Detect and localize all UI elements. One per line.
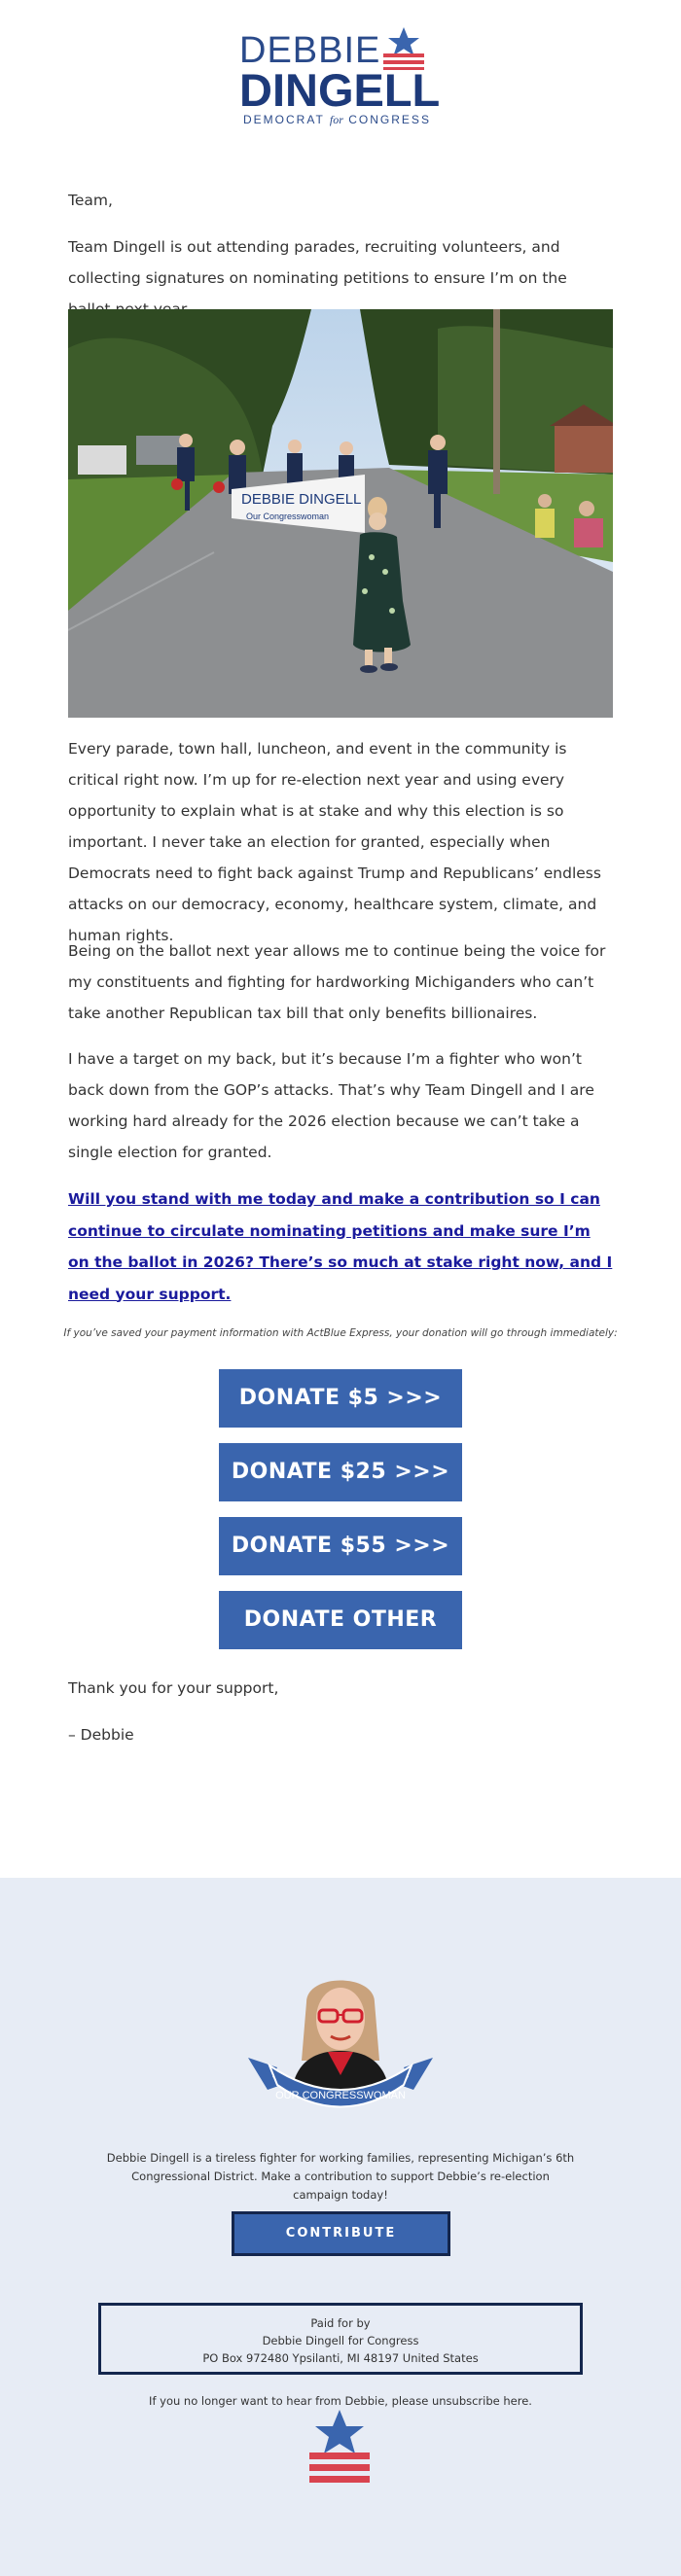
paid-line-2: Debbie Dingell for Congress — [262, 2334, 419, 2347]
photo-banner-line1: DEBBIE DINGELL — [241, 491, 362, 508]
greeting: Team, — [68, 192, 113, 209]
footer-about: Debbie Dingell is a tireless fighter for working families, representing Michigan’s 6th Congressional District. Make a contribution to support Debbie’s re-election campaign today! — [106, 2151, 575, 2202]
unsubscribe-link[interactable]: If you no longer want to hear from Debbie, please unsubscribe here. — [149, 2394, 532, 2408]
unsubscribe-line — [0, 2394, 681, 2408]
intro-paragraph: Team Dingell is out attending parades, recruiting volunteers, and collecting signatures on nominating petitions to ensure I’m on the — [68, 238, 567, 287]
paid-line-3: PO Box 972480 Ypsilanti, MI 48197 United States — [202, 2351, 479, 2365]
logo-tag-right: CONGRESS — [348, 113, 431, 126]
logo-tag-left: DEMOCRAT — [243, 113, 325, 126]
actblue-express-note: If you’ve saved your payment information with ActBlue Express, your donation will go through immediately: — [63, 1327, 618, 1339]
contribution-cta-link[interactable]: Will you stand with me today and make a contribution so I can continue to circulate nominating petitions and make sure I’m on the ballot in 2026? There’s so much at stake right now, and I need your support. — [68, 1190, 613, 1303]
logo-tagline — [243, 113, 431, 127]
paid-line-1: Paid for by — [310, 2316, 371, 2330]
logo-last-name: DINGELL — [239, 64, 441, 116]
photo-banner-line2: Our Congresswoman — [246, 512, 330, 521]
header-logo — [0, 27, 681, 134]
donate-25-button[interactable]: DONATE $25 >>> — [219, 1443, 462, 1501]
footer-star-flag-icon — [309, 2410, 370, 2488]
signoff: – Debbie — [68, 1726, 134, 1744]
thanks-line: Thank you for your support, — [68, 1679, 279, 1697]
badge-text: OUR CONGRESSWOMAN — [275, 2090, 406, 2101]
parade-photo — [68, 309, 613, 718]
paragraph-3: I have a target on my back, but it’s because I’m a fighter who won’t back down from the GOP’s attacks. That’s why Team Dingell and I are working hard already for the 2026 election because we can’t take a single election for granted. — [68, 1050, 594, 1161]
donate-other-button[interactable]: DONATE OTHER >>> — [219, 1591, 462, 1649]
logo-first-name: DEBBIE — [239, 30, 381, 71]
contribute-button[interactable]: CONTRIBUTE — [232, 2211, 450, 2256]
logo-tag-for: for — [329, 113, 343, 126]
donate-5-button[interactable]: DONATE $5 >>> — [219, 1369, 462, 1428]
paragraph-1: Every parade, town hall, luncheon, and event in the community is critical right now. I’m up for re-election next year and using every opportunity to explain what is at stake and why this election is so important. I never take an election for granted, especially when Democrats need to fight back against Trump and Republicans’ endless attacks on our democracy, economy, healthcare system, climate, and human rights. — [68, 740, 601, 944]
congresswoman-avatar-badge — [248, 1968, 433, 2114]
paid-for-by-box — [98, 2303, 583, 2375]
donate-55-button[interactable]: DONATE $55 >>> — [219, 1517, 462, 1575]
parade-photo-illustration — [68, 309, 613, 718]
logo-lockup — [239, 27, 441, 134]
paragraph-2: Being on the ballot next year allows me to continue being the voice for my constituents and fighting for hardworking Michiganders who can’t take another Republican tax bill that only benefits billionaires. — [68, 942, 606, 1022]
